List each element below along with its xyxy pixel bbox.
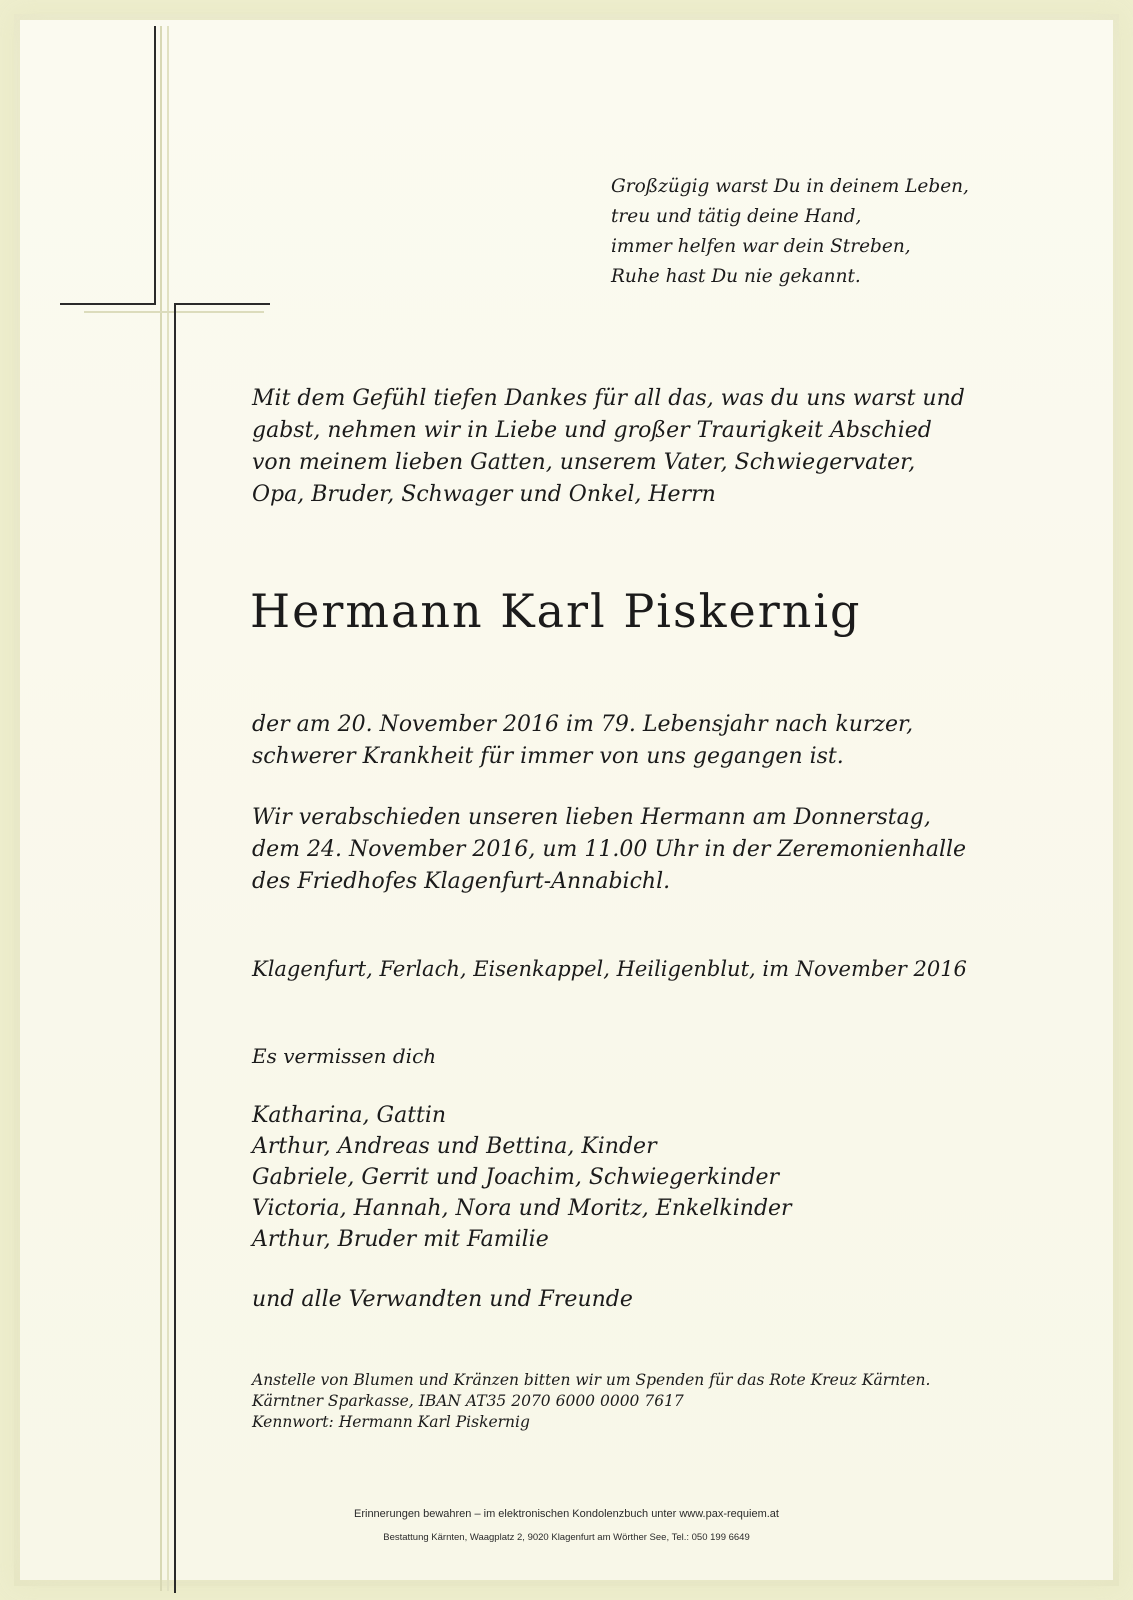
intro-line: von meinem lieben Gatten, unserem Vater, Schwiegervater, bbox=[252, 450, 916, 475]
mourner-entry: Victoria, Hannah, Nora und Moritz, Enkelkinder bbox=[252, 1196, 792, 1221]
cross-dark-horizontal-right bbox=[174, 303, 270, 305]
intro-line: gabst, nehmen wir in Liebe und großer Traurigkeit Abschied bbox=[252, 418, 932, 443]
intro-line: Opa, Bruder, Schwager und Onkel, Herrn bbox=[252, 482, 716, 507]
poem-line: immer helfen war dein Streben, bbox=[611, 236, 911, 257]
deceased-name: Hermann Karl Piskernig bbox=[250, 584, 862, 638]
mourners-list bbox=[252, 1100, 992, 1255]
death-notice bbox=[252, 709, 992, 773]
donation-line: Kärntner Sparkasse, IBAN AT35 2070 6000 0000 7617 bbox=[252, 1392, 684, 1410]
mourner-entry: Arthur, Andreas und Bettina, Kinder bbox=[252, 1134, 657, 1159]
donation-line: Kennwort: Hermann Karl Piskernig bbox=[252, 1413, 530, 1431]
mourners-heading: Es vermissen dich bbox=[252, 1044, 437, 1068]
place-date: Klagenfurt, Ferlach, Eisenkappel, Heiligenblut, im November 2016 bbox=[252, 957, 967, 981]
cross-light-vertical-2 bbox=[167, 26, 169, 1591]
donation-line: Anstelle von Blumen und Kränzen bitten wir um Spenden für das Rote Kreuz Kärnten. bbox=[252, 1371, 931, 1389]
intro-paragraph bbox=[252, 383, 992, 511]
ceremony-line: Wir verabschieden unseren lieben Hermann am Donnerstag, bbox=[252, 805, 931, 830]
cross-dark-vertical-bottom bbox=[174, 303, 176, 1593]
death-notice-line: der am 20. November 2016 im 79. Lebensjahr nach kurzer, bbox=[252, 712, 914, 737]
poem bbox=[611, 172, 1031, 292]
mourner-entry: Katharina, Gattin bbox=[252, 1103, 447, 1128]
death-notice-line: schwerer Krankheit für immer von uns gegangen ist. bbox=[252, 744, 844, 769]
cross-light-vertical-1 bbox=[160, 26, 162, 1591]
cross-dark-horizontal-left bbox=[60, 303, 156, 305]
relatives-line: und alle Verwandten und Freunde bbox=[252, 1287, 633, 1312]
mourner-entry: Gabriele, Gerrit und Joachim, Schwiegerkinder bbox=[252, 1165, 780, 1190]
ceremony-line: des Friedhofes Klagenfurt-Annabichl. bbox=[252, 869, 671, 894]
intro-line: Mit dem Gefühl tiefen Dankes für all das, was du uns warst und bbox=[252, 386, 965, 411]
ceremony-info bbox=[252, 802, 992, 898]
cross-dark-vertical-top bbox=[154, 26, 156, 304]
footer-address: Bestattung Kärnten, Waagplatz 2, 9020 Klagenfurt am Wörther See, Tel.: 050 199 6649 bbox=[383, 1532, 750, 1543]
poem-line: treu und tätig deine Hand, bbox=[611, 206, 862, 227]
ceremony-line: dem 24. November 2016, um 11.00 Uhr in der Zeremonienhalle bbox=[252, 837, 967, 862]
donation-info bbox=[252, 1370, 1012, 1433]
mourner-entry: Arthur, Bruder mit Familie bbox=[252, 1227, 549, 1252]
footer-condolence-link: Erinnerungen bewahren – im elektronischen Kondolenzbuch unter www.pax-requiem.at bbox=[354, 1508, 779, 1520]
poem-line: Ruhe hast Du nie gekannt. bbox=[611, 266, 861, 287]
poem-line: Großzügig warst Du in deinem Leben, bbox=[611, 176, 969, 197]
